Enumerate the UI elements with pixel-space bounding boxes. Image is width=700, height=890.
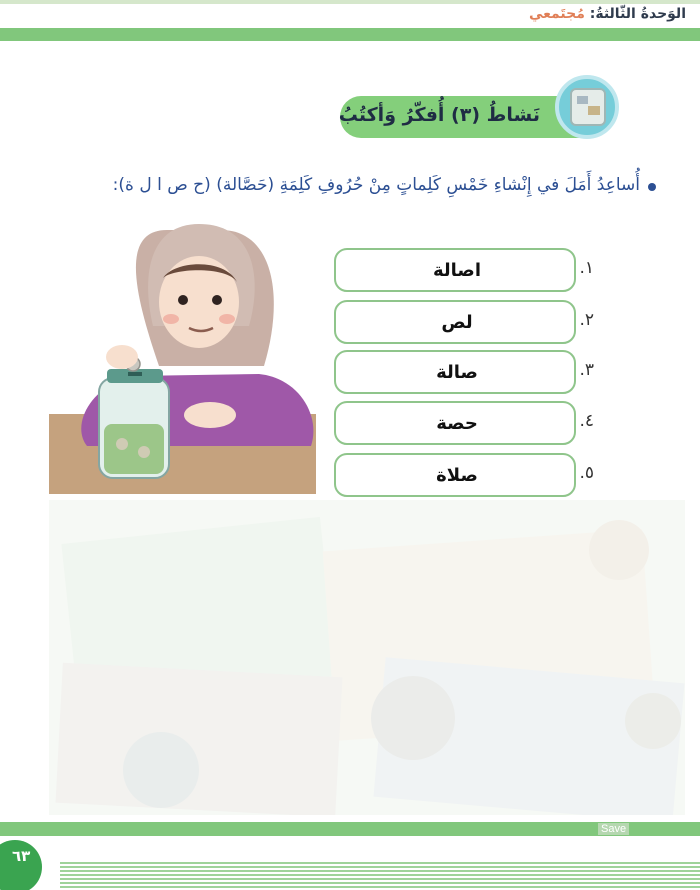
answer-row (334, 453, 594, 497)
answer-number: ١. (579, 258, 594, 278)
banknotes-background-image (49, 500, 685, 815)
answer-field[interactable] (334, 350, 576, 394)
coin-jar-icon (555, 75, 619, 139)
page-number: ٦٣ (12, 847, 31, 865)
jar-coin (116, 438, 128, 450)
answer-number: ٣. (579, 360, 594, 380)
answer-word: لص (441, 312, 473, 333)
answer-number: ٥. (579, 463, 594, 483)
answer-word: اصالة (433, 260, 481, 281)
footer-bar (0, 822, 700, 836)
answer-word: صلاة (436, 465, 478, 486)
footer-stripes (60, 860, 700, 890)
answer-number: ٤. (579, 411, 594, 431)
jar-coin (138, 446, 150, 458)
badge-jar-shape (570, 88, 606, 126)
jar-money (104, 424, 164, 474)
left-cheek (163, 314, 179, 324)
answer-word: صالة (436, 362, 478, 383)
header-bar (0, 28, 700, 41)
unit-topic: مُجتَمعي (528, 6, 585, 22)
right-eye (212, 295, 222, 305)
answer-field[interactable] (334, 401, 576, 445)
jar-slot (128, 372, 142, 376)
answer-field[interactable] (334, 453, 576, 497)
activity-title: نَشاطُ (٣) أُفكّرُ وَأكتُبُ (338, 104, 540, 126)
unit-label: الوَحدةُ الثّالثةُ: (589, 6, 686, 22)
top-strip (0, 0, 700, 4)
answer-row (334, 300, 594, 344)
girl-saving-coins-illustration (49, 216, 316, 494)
save-label[interactable]: Save (598, 823, 629, 835)
answer-field[interactable] (334, 300, 576, 344)
instruction-text: أُساعِدُ أَمَلَ في إِنْشاءِ خَمْسِ كَلِماتٍ مِنْ حُرُوفِ كَلِمَةِ (حَصَّالة) (ح ص ا ل ة): (112, 175, 640, 195)
left-eye (178, 295, 188, 305)
answer-word: حصة (436, 413, 478, 434)
right-cheek (219, 314, 235, 324)
activity-banner (340, 96, 580, 138)
answer-row (334, 350, 594, 394)
answer-row (334, 401, 594, 445)
answer-number: ٢. (579, 310, 594, 330)
unit-header (529, 6, 686, 22)
answer-field[interactable] (334, 248, 576, 292)
answer-row (334, 248, 594, 292)
right-hand (184, 402, 236, 428)
left-hand (106, 345, 138, 369)
